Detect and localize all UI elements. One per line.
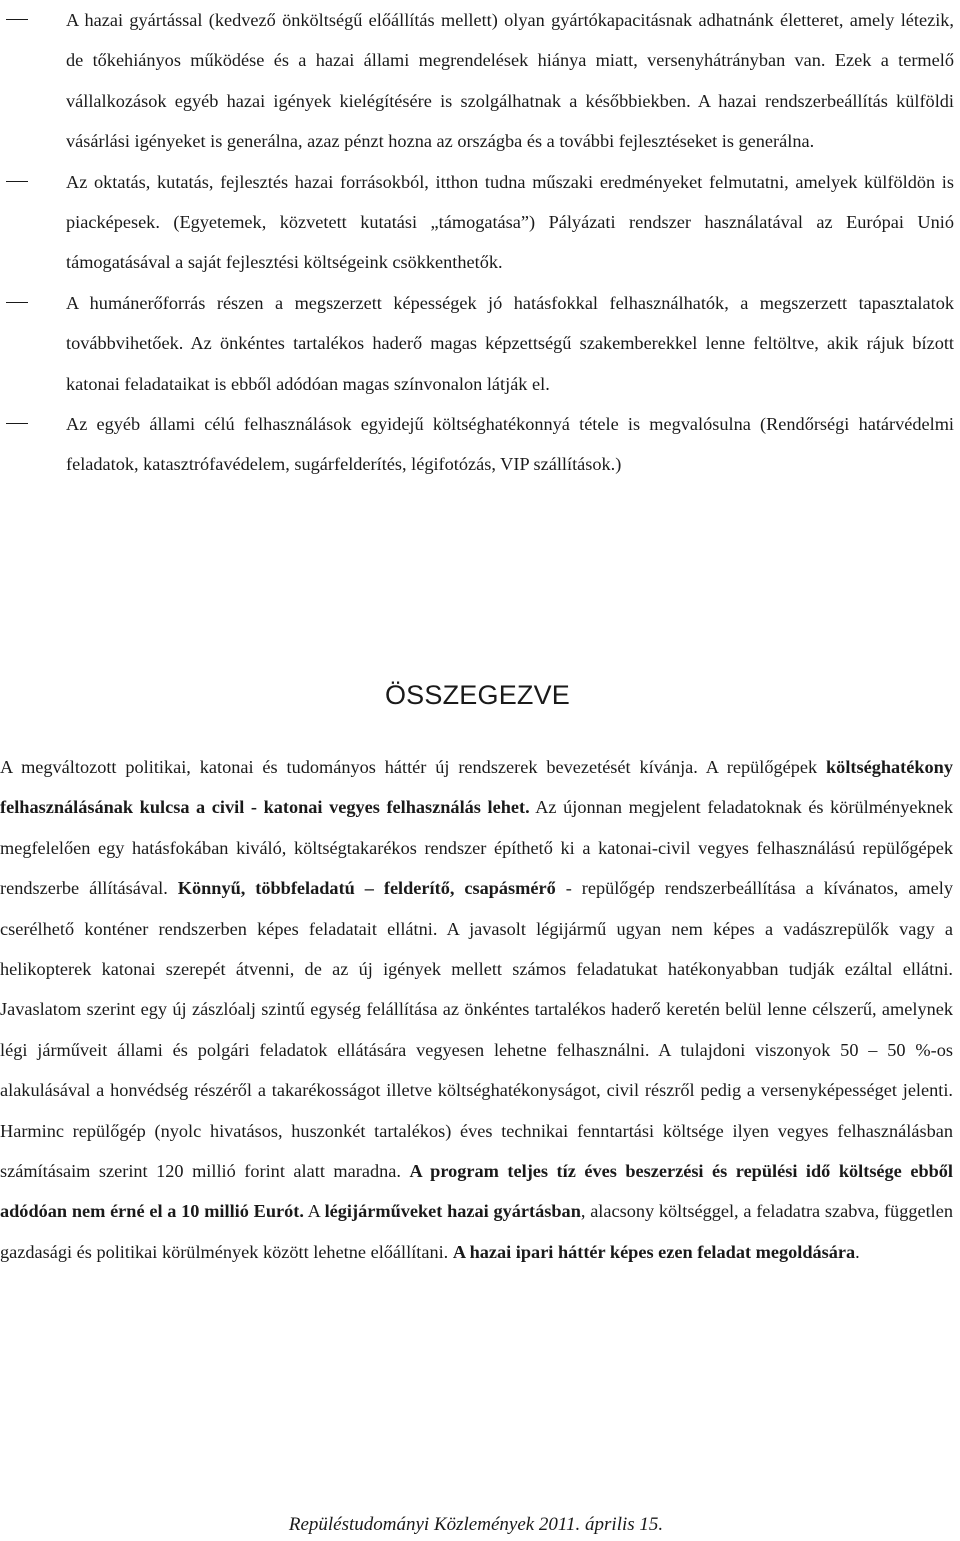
dash-bullet-icon — [6, 181, 28, 182]
summary-emphasis: Könnyű, többfeladatú – felderítő, csapásmérő — [177, 878, 556, 899]
summary-text-run: A — [303, 1201, 325, 1222]
page-footer: Repüléstudományi Közlemények 2011. április 15. — [288, 1514, 664, 1535]
summary-text-run: Az újonnan megjelent feladatoknak és körülményeknek megfelelően egy hatásfokában kiváló, költségtakarékos rendszer építhető ki a katonai-civil vegyes felhasználású repülőgépek rendszerbe állításával. — [0, 797, 953, 899]
list-item — [0, 283, 960, 404]
summary-emphasis: A hazai ipari háttér képes ezen feladat megoldására — [452, 1241, 856, 1262]
dash-bullet-icon — [6, 423, 28, 424]
summary-emphasis: légijárműveket hazai gyártásban — [324, 1201, 581, 1222]
summary-text-run: , alacsony költséggel, a feladatra szabva, független gazdasági és politikai körülmények között lehetne előállítani. — [0, 1201, 953, 1262]
list-item-text: Az oktatás, kutatás, fejlesztés hazai forrásokból, itthon tudna műszaki eredményeket felmutatni, amelyek külföldön is piacképesek. (Egyetemek, közvetett kutatási „támogatása”) Pályázati rendszer használatával az Európai Unió támogatásával a saját fejlesztési költségeink csökkenthetők. — [66, 171, 954, 273]
summary-text-run: . — [855, 1241, 860, 1262]
summary-paragraph — [0, 747, 953, 1272]
list-item — [0, 162, 960, 283]
list-item — [0, 0, 960, 162]
summary-emphasis: A program teljes tíz éves beszerzési és repülési idő költsége ebből adódóan nem érné el a 10 millió Eurót. — [0, 1161, 953, 1222]
list-item-text: Az egyéb állami célú felhasználások egyidejű költséghatékonnyá tétele is megvalósulna (Rendőrségi határvédelmi feladatok, katasztrófavédelem, sugárfelderítés, légifotózás, VIP szállítások.) — [66, 414, 954, 475]
summary-emphasis: költséghatékony felhasználásának kulcsa a civil - katonai vegyes felhasználás lehet. — [0, 757, 953, 818]
dash-bullet-icon — [6, 302, 28, 303]
section-heading: ÖSSZEGEZVE — [384, 680, 571, 710]
list-item-text: A hazai gyártással (kedvező önköltségű előállítás mellett) olyan gyártókapacitásnak adhatnánk életteret, amely létezik, de tőkehiányos működése és a hazai állami megrendelések hiánya miatt, versenyhátrányban van. Ezek a termelő vállalkozások egyéb hazai igények kielégítésére is szolgálhatnak a későbbiekben. A hazai rendszerbeállítás külföldi vásárlási igényeket is generálna, azaz pénzt hozna az országba és a további fejlesztéseket is generálna. — [66, 10, 954, 152]
dash-bullet-icon — [6, 19, 28, 20]
summary-text-run: - repülőgép rendszerbeállítása a kívánatos, amely cserélhető konténer rendszerben képes feladatait ellátni. A javasolt légijármű ugyan nem képes a vadászrepülők vagy a helikopterek katonai szerepét átvenni, de az új igények mellett számos feladatukat hatékonyabban tudják ezáltal ellátni. Javaslatom szerint egy új zászlóalj szintű egység felállítása az önkéntes tartalékos haderő keretén belül lenne célszerű, amelynek légi járműveit állami és polgári feladatok ellátására vegyesen lehetne felhasználni. A tulajdoni viszonyok 50 – 50 %-os alakulásával a honvédség részéről a takarékosságot illetve költséghatékonyságot, civil részről pedig a versenyképességet jelenti. Harminc repülőgép (nyolc hivatásos, huszonkét tartalékos) éves technikai fenntartási költsége ilyen vegyes felhasználásban számításaim szerint 120 millió forint alatt maradna. — [0, 878, 953, 1182]
list-item-text: A humánerőforrás részen a megszerzett képességek jó hatásfokkal felhasználhatók, a megszerzett tapasztalatok továbbvihetőek. Az önkéntes tartalékos haderő magas képzettségű szakemberekkel lenne feltöltve, akik rájuk bízott katonai feladataikat is ebből adódóan magas színvonalon látják el. — [66, 292, 954, 394]
list-item — [0, 404, 960, 485]
summary-text-run: A megváltozott politikai, katonai és tudományos háttér új rendszerek bevezetését kívánja. A repülőgépek — [0, 757, 827, 777]
bullet-list — [0, 0, 960, 485]
